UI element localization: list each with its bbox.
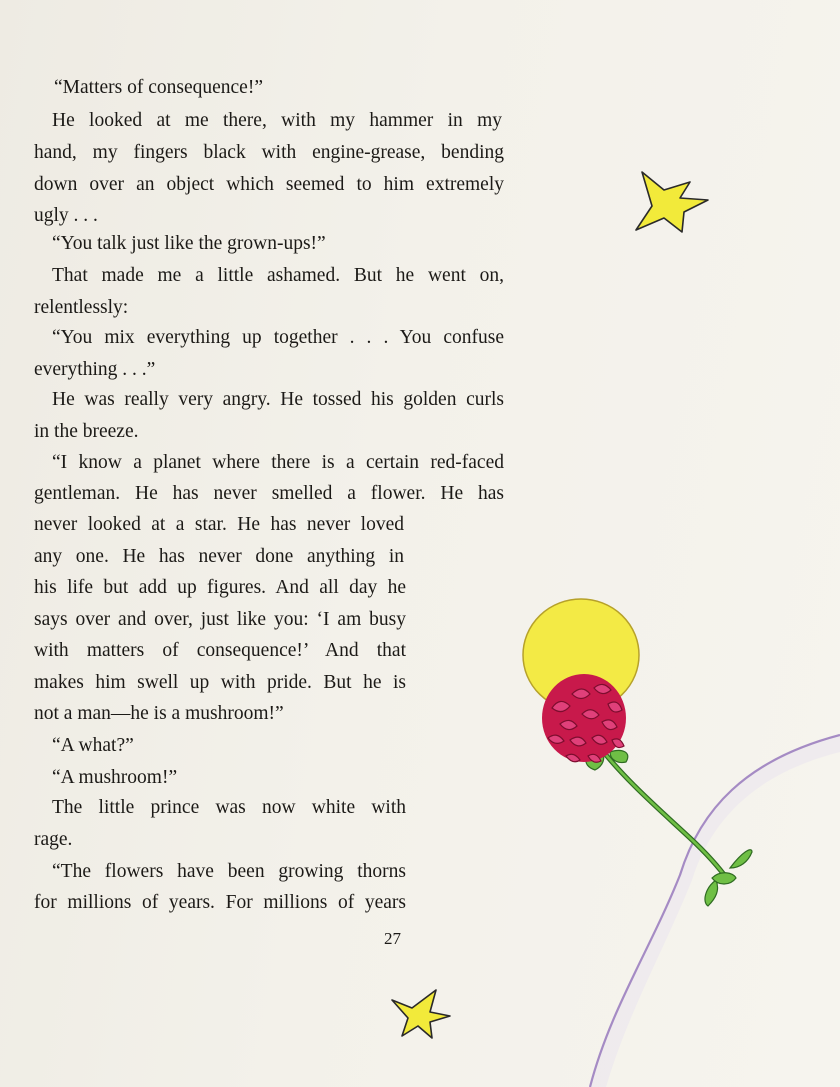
star-icon bbox=[392, 990, 450, 1038]
text-line: “I know a planet where there is a certain red-faced bbox=[52, 452, 504, 473]
text-line: He was really very angry. He tossed his golden curls bbox=[52, 389, 504, 410]
text-line: not a man—he is a mushroom!” bbox=[34, 703, 284, 724]
text-line: ugly . . . bbox=[34, 205, 98, 226]
text-line: He looked at me there, with my hammer in my bbox=[52, 110, 502, 131]
text-line: “A what?” bbox=[52, 735, 134, 756]
text-line: for millions of years. For millions of years bbox=[34, 892, 406, 913]
planet-icon bbox=[590, 735, 840, 1087]
text-line: gentleman. He has never smelled a flower. He has bbox=[34, 483, 504, 504]
text-line: with matters of consequence!’ And that bbox=[34, 640, 406, 661]
text-line: any one. He has never done anything in bbox=[34, 546, 404, 567]
text-line: relentlessly: bbox=[34, 297, 129, 318]
page-number: 27 bbox=[384, 929, 401, 948]
text-line: in the breeze. bbox=[34, 421, 139, 442]
text-line: makes him swell up with pride. But he is bbox=[34, 672, 406, 693]
text-line: “You mix everything up together . . . You confuse bbox=[52, 327, 504, 348]
text-line: rage. bbox=[34, 829, 73, 850]
text-line: everything . . .” bbox=[34, 359, 156, 380]
star-icon bbox=[636, 172, 708, 232]
text-line: hand, my fingers black with engine-grease, bending bbox=[34, 142, 504, 163]
text-line: That made me a little ashamed. But he went on, bbox=[52, 265, 504, 286]
text-line: “The flowers have been growing thorns bbox=[52, 861, 406, 882]
text-line: “A mushroom!” bbox=[52, 767, 178, 788]
text-line: The little prince was now white with bbox=[52, 797, 406, 818]
text-line: down over an object which seemed to him extremely bbox=[34, 174, 504, 195]
text-line: says over and over, just like you: ‘I am busy bbox=[34, 609, 406, 630]
text-line: “You talk just like the grown-ups!” bbox=[52, 233, 326, 254]
text-line: his life but add up figures. And all day he bbox=[34, 577, 406, 598]
text-line: “Matters of consequence!” bbox=[54, 77, 263, 98]
text-line: never looked at a star. He has never loved bbox=[34, 514, 404, 535]
rose-icon bbox=[542, 674, 752, 906]
